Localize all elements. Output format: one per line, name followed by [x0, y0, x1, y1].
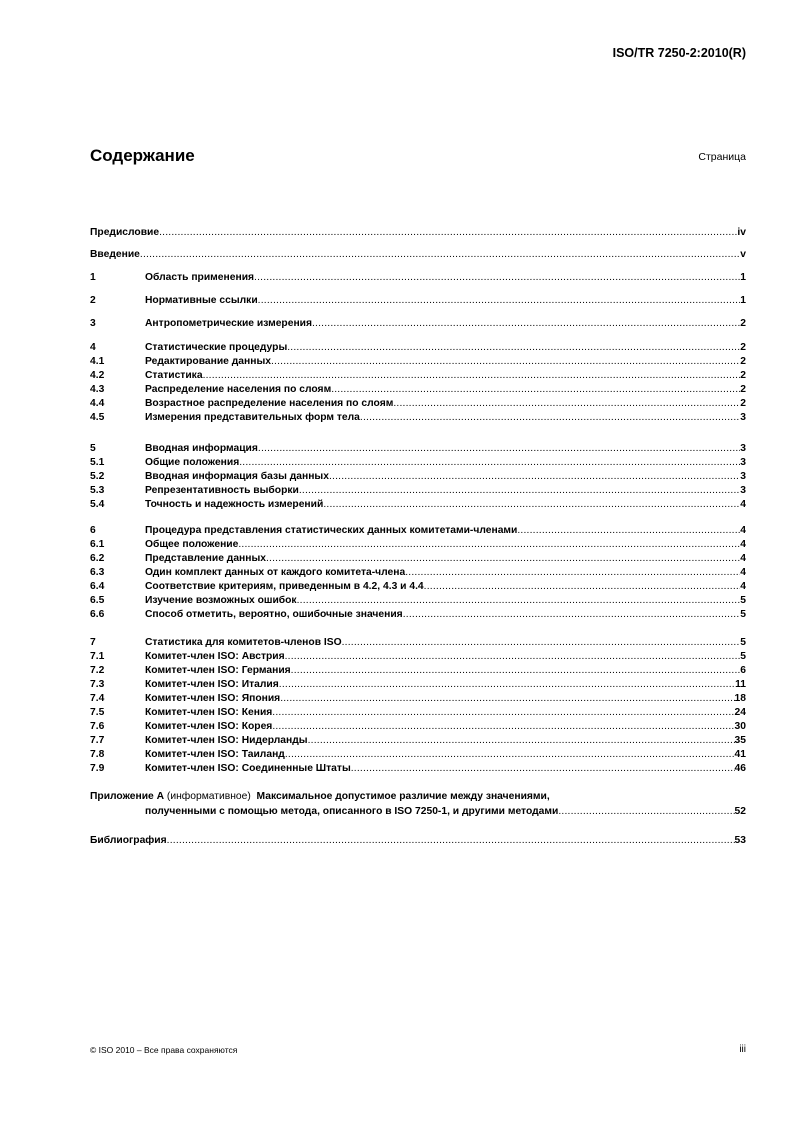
page-column-label: Страница	[698, 151, 746, 163]
toc-entry-annex-continued[interactable]	[90, 805, 746, 819]
toc-entry-number: 7.8	[90, 749, 105, 760]
toc-entry[interactable]	[90, 355, 746, 369]
toc-entry-title: Комитет-член ISO: Нидерланды	[145, 735, 308, 746]
dot-leader	[342, 636, 741, 650]
toc-entry-page: 4	[740, 553, 746, 564]
toc-entry-page: 2	[740, 342, 746, 353]
toc-entry[interactable]	[90, 762, 746, 776]
toc-entry[interactable]	[90, 369, 746, 383]
toc-entry[interactable]	[90, 442, 746, 456]
toc-entry-page: 4	[740, 525, 746, 536]
toc-entry-title: Статистические процедуры	[145, 342, 288, 353]
toc-entry-title: Комитет-член ISO: Корея	[145, 721, 273, 732]
toc-entry-number: 5.1	[90, 457, 105, 468]
toc-entry-title: Вводная информация	[145, 443, 258, 454]
dot-leader	[167, 834, 735, 848]
toc-entry-page: 2	[740, 318, 746, 329]
toc-entry-number: 6.5	[90, 595, 105, 606]
dot-leader	[287, 341, 740, 355]
toc-entry-page: 3	[740, 471, 746, 482]
toc-entry[interactable]	[90, 580, 746, 594]
dot-leader	[517, 524, 740, 538]
toc-entry-title: Общее положение	[145, 539, 239, 550]
dot-leader	[312, 317, 740, 331]
toc-entry[interactable]	[90, 524, 746, 538]
toc-entry-title: Комитет-член ISO: Япония	[145, 693, 281, 704]
toc-entry-number: 3	[90, 318, 96, 329]
toc-entry-number: 4.2	[90, 370, 105, 381]
toc-entry-page: 6	[740, 665, 746, 676]
toc-entry-page: 3	[740, 443, 746, 454]
toc-entry-page: 3	[740, 412, 746, 423]
table-of-contents	[90, 226, 746, 848]
toc-entry[interactable]	[90, 650, 746, 664]
toc-entry-page: 41	[734, 749, 746, 760]
toc-entry[interactable]	[90, 411, 746, 425]
toc-entry-number: 6.1	[90, 539, 105, 550]
dot-leader	[272, 720, 734, 734]
dot-leader	[329, 470, 740, 484]
toc-entry[interactable]	[90, 636, 746, 650]
toc-entry-title: Комитет-член ISO: Германия	[145, 665, 291, 676]
toc-entry-page: iv	[737, 227, 746, 238]
toc-entry[interactable]	[90, 383, 746, 397]
toc-entry-number: 7.1	[90, 651, 105, 662]
toc-entry-number: 7.6	[90, 721, 105, 732]
toc-entry-title: Редактирование данных	[145, 356, 271, 367]
toc-entry-page: 5	[740, 609, 746, 620]
toc-entry-title: Процедура представления статистических данных комитетами-членами	[145, 525, 518, 536]
dot-leader	[360, 411, 740, 425]
toc-entry-number: 7.2	[90, 665, 105, 676]
toc-entry[interactable]	[90, 456, 746, 470]
dot-leader	[297, 594, 741, 608]
toc-entry-title: Комитет-член ISO: Соединенные Штаты	[145, 763, 351, 774]
toc-entry-title: Антропометрические измерения	[145, 318, 312, 329]
toc-entry-title: Репрезентативность выборки	[145, 485, 299, 496]
toc-entry-number: 6.6	[90, 609, 105, 620]
toc-entry-title: Комитет-член ISO: Кения	[145, 707, 273, 718]
toc-entry-title: Общие положения	[145, 457, 240, 468]
toc-entry-title: Способ отметить, вероятно, ошибочные значения	[145, 609, 403, 620]
toc-entry-page: 3	[740, 457, 746, 468]
toc-entry-title: Соответствие критериям, приведенным в 4.2, 4.3 и 4.4	[145, 581, 424, 592]
copyright-footer: © ISO 2010 – Все права сохраняются	[90, 1045, 238, 1055]
annex-page: 52	[734, 806, 746, 817]
toc-entry-page: 2	[740, 398, 746, 409]
toc-entry[interactable]	[90, 720, 746, 734]
toc-entry-page: 2	[740, 370, 746, 381]
dot-leader	[393, 397, 740, 411]
toc-entry-number: 4	[90, 342, 96, 353]
dot-leader	[203, 369, 741, 383]
toc-entry-number: 5.2	[90, 471, 105, 482]
toc-entry-number: 7.9	[90, 763, 105, 774]
toc-entry-title: Статистика	[145, 370, 203, 381]
toc-entry-title: Статистика для комитетов-членов ISO	[145, 637, 342, 648]
toc-entry-title: Изучение возможных ошибок	[145, 595, 297, 606]
toc-entry[interactable]	[90, 594, 746, 608]
annex-title-line2: полученными с помощью метода, описанного в ISO 7250-1, и другими методами	[145, 806, 559, 817]
dot-leader	[239, 456, 740, 470]
toc-entry[interactable]	[90, 271, 746, 285]
toc-entry-number: 7	[90, 637, 96, 648]
toc-entry-number: 4.3	[90, 384, 105, 395]
dot-leader	[299, 484, 740, 498]
toc-entry[interactable]	[90, 248, 746, 262]
toc-entry-title: Распределение населения по слоям	[145, 384, 332, 395]
page-number: iii	[739, 1044, 746, 1055]
toc-entry-page: 5	[740, 595, 746, 606]
toc-entry-number: 7.3	[90, 679, 105, 690]
toc-entry-page: 2	[740, 356, 746, 367]
toc-entry-number: 7.4	[90, 693, 105, 704]
annex-note: (информативное)	[166, 791, 251, 802]
toc-entry-number: 4.1	[90, 356, 105, 367]
dot-leader	[331, 383, 740, 397]
toc-entry[interactable]	[90, 664, 746, 678]
toc-entry-title: Нормативные ссылки	[145, 295, 258, 306]
toc-entry-page: 11	[735, 679, 746, 690]
toc-entry-page: 4	[740, 499, 746, 510]
toc-entry[interactable]	[90, 470, 746, 484]
toc-entry[interactable]	[90, 294, 746, 308]
toc-entry-page: 35	[734, 735, 746, 746]
toc-entry[interactable]	[90, 552, 746, 566]
toc-entry-number: 7.7	[90, 735, 105, 746]
dot-leader	[272, 706, 734, 720]
toc-entry-page: 5	[740, 637, 746, 648]
toc-entry-page: 4	[740, 567, 746, 578]
toc-entry[interactable]	[90, 538, 746, 552]
dot-leader	[558, 805, 734, 819]
dot-leader	[238, 538, 740, 552]
dot-leader	[280, 692, 734, 706]
toc-entry-page: 5	[740, 651, 746, 662]
toc-entry-title: Измерения представительных форм тела	[145, 412, 360, 423]
toc-entry-page: 2	[740, 384, 746, 395]
toc-entry-page: 4	[740, 581, 746, 592]
dot-leader	[323, 498, 740, 512]
toc-entry-title: Вводная информация базы данных	[145, 471, 329, 482]
toc-entry-number: 5.3	[90, 485, 105, 496]
toc-entry[interactable]	[90, 678, 746, 692]
toc-entry-number: 2	[90, 295, 96, 306]
dot-leader	[308, 734, 735, 748]
dot-leader	[140, 248, 740, 262]
annex-label: Приложение А	[90, 791, 165, 802]
toc-entry-number: 6.2	[90, 553, 105, 564]
toc-entry-page: v	[740, 249, 746, 260]
toc-entry-page: 1	[740, 272, 746, 283]
toc-entry-title: Область применения	[145, 272, 255, 283]
toc-entry[interactable]	[90, 706, 746, 720]
toc-entry-annex[interactable]	[90, 790, 746, 804]
toc-entry[interactable]	[90, 608, 746, 622]
dot-leader	[285, 650, 741, 664]
toc-entry-number: 5.4	[90, 499, 105, 510]
toc-entry-title: Комитет-член ISO: Италия	[145, 679, 279, 690]
dot-leader	[424, 580, 741, 594]
dot-leader	[405, 566, 740, 580]
toc-entry[interactable]	[90, 484, 746, 498]
toc-entry-number: 7.5	[90, 707, 105, 718]
toc-entry-page: 3	[740, 485, 746, 496]
toc-entry-number: 6.4	[90, 581, 105, 592]
dot-leader	[291, 664, 741, 678]
dot-leader	[271, 355, 740, 369]
dot-leader	[351, 762, 735, 776]
toc-entry-number: 4.4	[90, 398, 105, 409]
dot-leader	[285, 748, 735, 762]
toc-entry-bibliography[interactable]	[90, 834, 746, 848]
dot-leader	[266, 552, 740, 566]
toc-entry-number: 6.3	[90, 567, 105, 578]
toc-entry-title: Один комплект данных от каждого комитета-члена	[145, 567, 406, 578]
toc-entry-title: Введение	[90, 249, 140, 260]
toc-entry[interactable]	[90, 734, 746, 748]
toc-entry-number: 6	[90, 525, 96, 536]
dot-leader	[159, 226, 737, 240]
bibliography-page: 53	[734, 835, 746, 846]
toc-entry-page: 24	[734, 707, 746, 718]
toc-entry-title: Предисловие	[90, 227, 160, 238]
toc-entry-page: 1	[740, 295, 746, 306]
toc-entry-page: 4	[740, 539, 746, 550]
toc-entry[interactable]	[90, 317, 746, 331]
dot-leader	[258, 294, 741, 308]
toc-entry-title: Представление данных	[145, 553, 266, 564]
dot-leader	[279, 678, 735, 692]
annex-title-line1: Максимальное допустимое различие между значениями,	[256, 791, 550, 802]
toc-entry[interactable]	[90, 498, 746, 512]
dot-leader	[254, 271, 740, 285]
page-title: Содержание	[90, 146, 195, 165]
toc-entry-title: Точность и надежность измерений	[145, 499, 324, 510]
toc-entry[interactable]	[90, 748, 746, 762]
toc-entry-number: 5	[90, 443, 96, 454]
toc-entry-page: 18	[734, 693, 746, 704]
toc-entry[interactable]	[90, 226, 746, 240]
toc-entry-page: 46	[734, 763, 746, 774]
dot-leader	[403, 608, 741, 622]
document-id-header: ISO/TR 7250-2:2010(R)	[612, 46, 746, 60]
toc-entry-title: Комитет-член ISO: Таиланд	[145, 749, 285, 760]
bibliography-title: Библиография	[90, 835, 167, 846]
toc-entry-page: 30	[734, 721, 746, 732]
toc-entry-number: 1	[90, 272, 96, 283]
dot-leader	[258, 442, 740, 456]
toc-entry[interactable]	[90, 341, 746, 355]
toc-entry[interactable]	[90, 692, 746, 706]
toc-entry-title: Комитет-член ISO: Австрия	[145, 651, 285, 662]
toc-entry-number: 4.5	[90, 412, 105, 423]
toc-entry-title: Возрастное распределение населения по слоям	[145, 398, 394, 409]
toc-entry[interactable]	[90, 566, 746, 580]
toc-entry[interactable]	[90, 397, 746, 411]
